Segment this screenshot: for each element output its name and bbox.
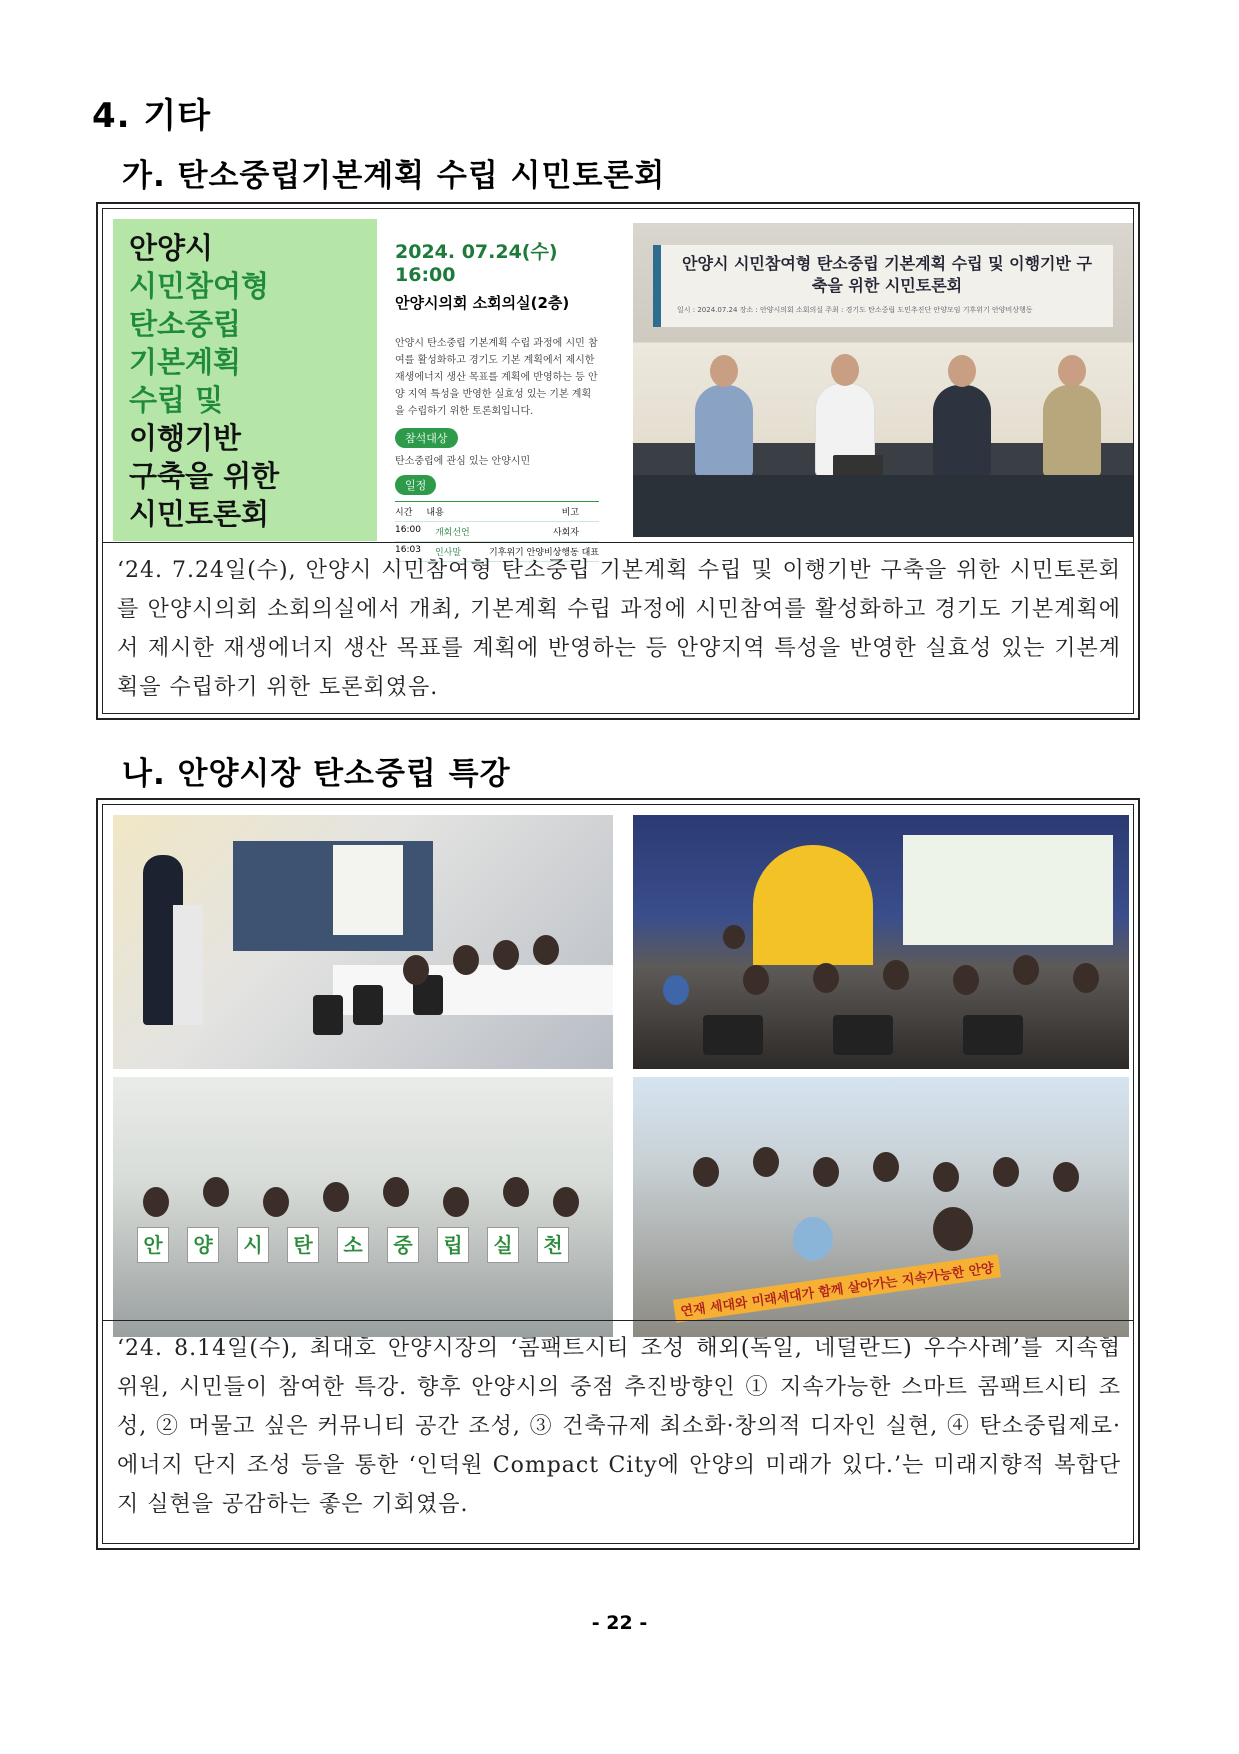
lecture-speaker-photo: [113, 815, 613, 1069]
poster-schedule-table: 시간 내용 비고 16:00 개회선언 사회자 16:03 인사말 기후위기 안양비상행동 대표: [395, 501, 599, 562]
forum-photo-box: [96, 202, 1140, 720]
subsection-title-lecture: 나. 안양시장 탄소중립 특강: [122, 756, 511, 792]
poster-schedule-label: 일정: [395, 475, 436, 495]
poster-target-label: 참석대상: [395, 428, 458, 448]
page-number: - 22 -: [591, 1612, 648, 1634]
forum-caption: ‘24. 7.24일(수), 안양시 시민참여형 탄소중립 기본계획 수립 및 이행기반 구축을 위한 시민토론회를 안양시의회 소회의실에서 개최, 기본계획 수립 과정에 시민참여를 활성화하고 경기도 기본계획에서 제시한 재생에너지 생산 목표를 계획에 반영하는 등 안양지역 특성을 반영한 실효성 있는 기본계획을 수립하기 위한 토론회였음.: [103, 542, 1133, 713]
poster-body: 안양시 탄소중립 기본계획 수립 과정에 시민 참여를 활성화하고 경기도 기본 계획에서 제시한 재생에너지 생산 목표를 계획에 반영하는 등 안양 지역 특성을 반영한 실효성 있는 기본 계획을 수립하기 위한 토론회입니다.: [395, 338, 598, 417]
poster-venue: 안양시의회 소회의실(2층): [395, 294, 570, 312]
sustainability-banner: 연재 세대와 미래세대가 함께 살아가는 지속가능한 안양: [673, 1254, 1001, 1322]
event-poster-image: [113, 219, 613, 558]
audience-banners-photo: [633, 1077, 1129, 1337]
section-title: 4. 기타: [92, 96, 212, 136]
group-sign-photo: 안 양 시 탄 소 중 립 실 천: [113, 1077, 613, 1337]
poster-target-text: 탄소중립에 관심 있는 안양시민: [395, 456, 531, 467]
poster-headline: 안양시 시민참여형 탄소중립 기본계획 수립 및 이행기반 구축을 위한 시민토론회: [129, 231, 280, 531]
lecture-audience-photo: [633, 815, 1129, 1069]
lecture-caption: ‘24. 8.14일(수), 최대호 안양시장의 ‘콤팩트시티 조성 해외(독일, 네덜란드) 우수사례’를 지속협 위원, 시민들이 참여한 특강. 향후 안양시의 중점 추진방향인 ① 지속가능한 스마트 콤팩트시티 조성, ② 머물고 싶은 커뮤니티 공간 조성, ③ 건축규제 최소화·창의적 디자인 실현, ④ 탄소중립제로·에너지 단지 조성 등을 통한 ‘인덕원 Compact City에 안양의 미래가 있다.’는 미래지향적 복합단지 실현을 공감하는 좋은 기회였음.: [103, 1320, 1133, 1543]
subsection-title-forum: 가. 탄소중립기본계획 수립 시민토론회: [122, 158, 666, 194]
forum-panel-photo: [633, 223, 1133, 537]
lecture-photo-box: [96, 798, 1140, 1550]
forum-banner: 안양시 시민참여형 탄소중립 기본계획 수립 및 이행기반 구축을 위한 시민토론회 일시 : 2024.07.24 장소 : 안양시의회 소회의실 주최 : 경기도 탄소중립 도민추진단 안양모임 기후위기 안양비상행동: [653, 245, 1113, 327]
poster-date: 2024. 07.24(수) 16:00: [395, 241, 558, 286]
